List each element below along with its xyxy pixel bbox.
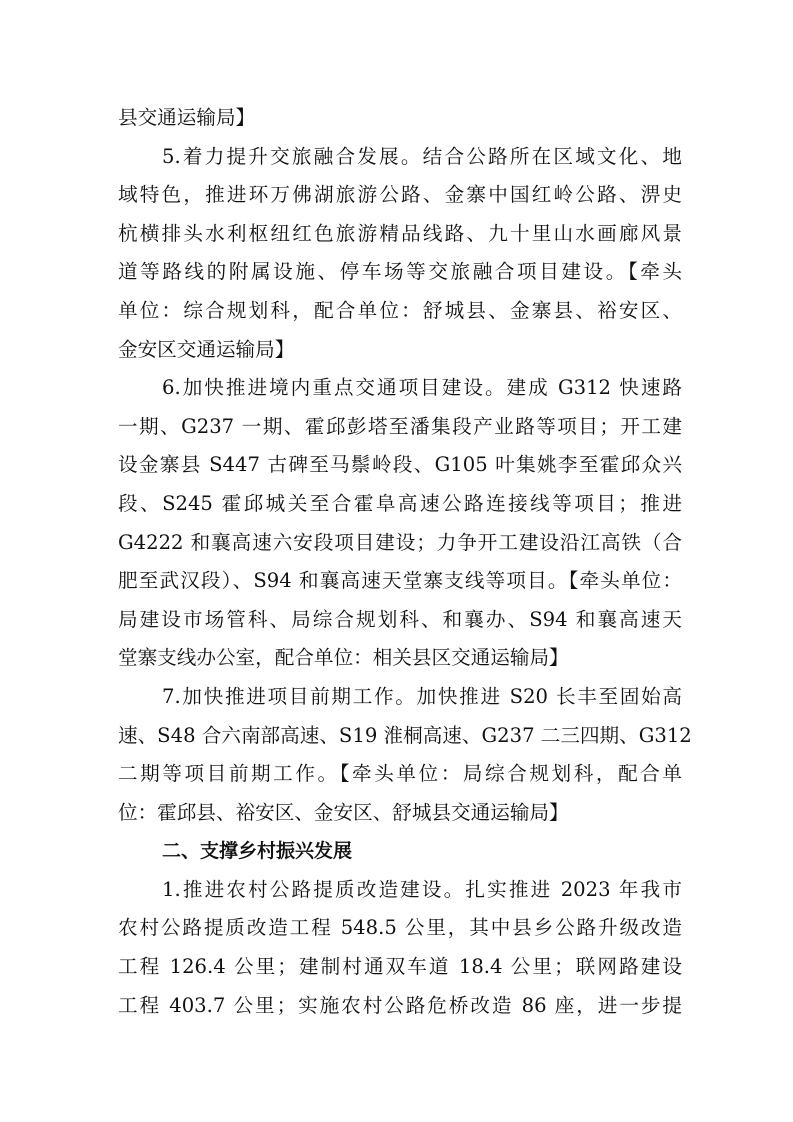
text-line: 杭横排头水利枢纽红色旅游精品线路、九十里山水画廊风景 xyxy=(118,221,682,245)
paragraph-7-start: 7.加快推进项目前期工作。加快推进 S20 长丰至固始高 xyxy=(162,684,682,708)
text-line: 农村公路提质改造工程 548.5 公里，其中县乡公路升级改造 xyxy=(118,916,682,940)
text-line: 设金寨县 S447 古碑至马鬃岭段、G105 叶集姚李至霍邱众兴 xyxy=(118,453,682,477)
text-line: 段、S245 霍邱城关至合霍阜高速公路连接线等项目；推进 xyxy=(118,491,682,515)
text-line: 肥至武汉段）、S94 和襄高速天堂寨支线等项目。【牵头单位： xyxy=(118,569,682,593)
section-heading: 二、支撑乡村振兴发展 xyxy=(162,840,353,863)
paragraph-1-start: 1.推进农村公路提质改造建设。扎实推进 2023 年我市 xyxy=(162,877,682,901)
text-line: 堂寨支线办公室，配合单位：相关县区交通运输局】 xyxy=(118,646,569,670)
text-line: 单位：综合规划科，配合单位：舒城县、金寨县、裕安区、 xyxy=(118,298,682,322)
text-line: 县交通运输局】 xyxy=(118,106,256,129)
text-line: 速、S48 合六南部高速、S19 淮桐高速、G237 二三四期、G312 xyxy=(118,723,692,747)
text-line: 金安区交通运输局】 xyxy=(118,337,295,361)
paragraph-6-start: 6.加快推进境内重点交通项目建设。建成 G312 快速路 xyxy=(162,376,682,400)
text-line: 一期、G237 一期、霍邱彭塔至潘集段产业路等项目；开工建 xyxy=(118,414,682,438)
paragraph-5-start: 5.着力提升交旅融合发展。结合公路所在区域文化、地 xyxy=(162,144,682,168)
text-line: 域特色，推进环万佛湖旅游公路、金寨中国红岭公路、淠史 xyxy=(118,183,682,207)
text-line: 局建设市场管科、局综合规划科、和襄办、S94 和襄高速天 xyxy=(118,607,682,631)
text-line: 工程 126.4 公里；建制村通双车道 18.4 公里；联网路建设 xyxy=(118,955,682,979)
text-line: 二期等项目前期工作。【牵头单位：局综合规划科，配合单 xyxy=(118,762,682,786)
text-line: 道等路线的附属设施、停车场等交旅融合项目建设。【牵头 xyxy=(118,260,682,284)
text-line: G4222 和襄高速六安段项目建设；力争开工建设沿江高铁（合 xyxy=(118,530,682,554)
text-line: 工程 403.7 公里；实施农村公路危桥改造 86 座，进一步提 xyxy=(118,993,682,1017)
text-line: 位：霍邱县、裕安区、金安区、舒城县交通运输局】 xyxy=(118,800,569,824)
document-page xyxy=(118,99,692,1025)
